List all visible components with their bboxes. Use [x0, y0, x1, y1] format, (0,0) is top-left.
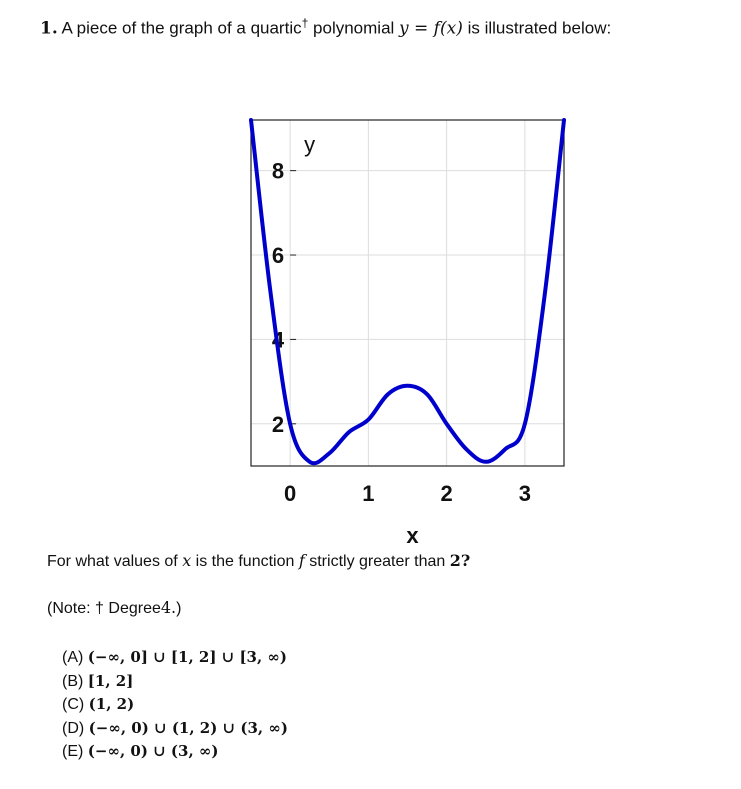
x-tick-label: 3 — [518, 481, 531, 506]
choice-value: [1, 2] — [87, 671, 134, 690]
dagger-mark: † — [301, 16, 309, 30]
choice-e[interactable] — [62, 740, 288, 764]
choice-value: (−∞, 0) ∪ (1, 2) ∪ (3, ∞) — [88, 718, 288, 737]
y-tick-label: 2 — [271, 411, 285, 437]
question-header — [40, 16, 611, 39]
choice-a[interactable] — [62, 646, 288, 670]
grid-lines — [251, 120, 564, 466]
choice-d[interactable] — [62, 717, 288, 741]
y-tick-label: 6 — [271, 243, 285, 269]
prompt-func: f — [298, 551, 305, 570]
note-close: ) — [176, 600, 182, 617]
y-axis-label: y — [304, 132, 316, 157]
prompt-var: x — [182, 551, 192, 570]
note — [47, 598, 181, 618]
y-tick-label: 8 — [271, 158, 285, 184]
question-text-before: A piece of the graph of a quartic — [61, 18, 302, 38]
prompt-middle: is the function — [195, 553, 295, 570]
curve-f — [251, 120, 564, 463]
question-prompt — [47, 551, 470, 571]
question-text-after: is illustrated below: — [467, 18, 612, 38]
y-tick-label: 4 — [271, 327, 285, 353]
prompt-after: strictly greater than — [309, 553, 446, 570]
question-number: 1. — [40, 18, 58, 39]
x-axis-label: x — [406, 523, 419, 548]
prompt-before: For what values of — [47, 553, 178, 570]
choice-label: (E) — [62, 743, 84, 760]
note-before: (Note: — [47, 600, 91, 617]
choice-label: (A) — [62, 649, 84, 666]
x-tick-label: 2 — [440, 481, 453, 506]
prompt-value: 2? — [449, 551, 471, 570]
choice-label: (D) — [62, 719, 85, 737]
choice-b[interactable] — [62, 670, 288, 694]
note-degree: 4. — [160, 598, 177, 617]
choice-label: (B) — [62, 672, 84, 690]
x-tick-label: 1 — [362, 481, 375, 506]
question-text-middle: polynomial — [313, 18, 395, 38]
equation: y = f(x) — [399, 18, 463, 39]
choice-label: (C) — [62, 696, 85, 713]
note-text: Degree — [108, 600, 161, 617]
answer-choices — [62, 646, 288, 764]
note-dagger: † — [95, 600, 104, 617]
plot-frame — [251, 120, 564, 466]
choice-value: (1, 2) — [88, 695, 135, 713]
quartic-graph — [236, 108, 576, 548]
x-tick-labels — [284, 481, 531, 506]
choice-value: (−∞, 0) ∪ (3, ∞) — [87, 742, 219, 760]
choice-c[interactable] — [62, 693, 288, 717]
choice-value: (−∞, 0] ∪ [1, 2] ∪ [3, ∞) — [87, 648, 288, 666]
x-tick-label: 0 — [284, 481, 297, 506]
